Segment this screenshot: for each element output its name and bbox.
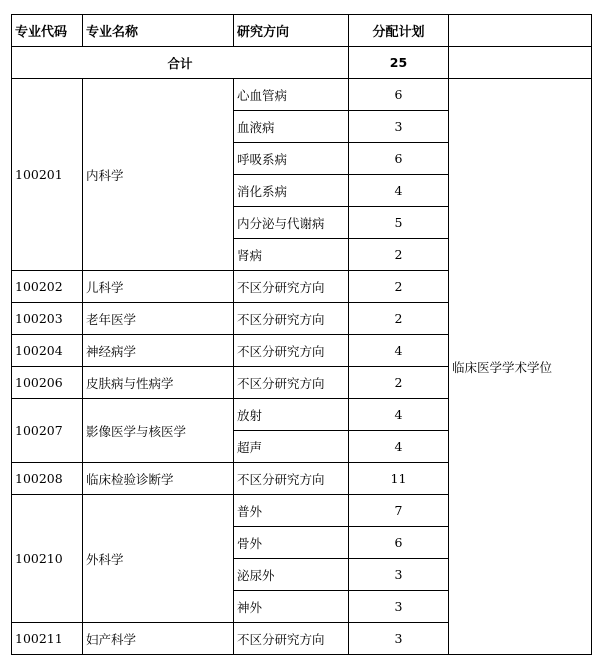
plan-count: 4 xyxy=(349,399,449,431)
plan-count: 7 xyxy=(349,495,449,527)
major-code: 100203 xyxy=(12,303,83,335)
total-row xyxy=(12,47,592,79)
major-code: 100207 xyxy=(12,399,83,463)
major-name: 外科学 xyxy=(83,495,234,623)
plan-count: 3 xyxy=(349,623,449,655)
major-name: 神经病学 xyxy=(83,335,234,367)
research-direction: 不区分研究方向 xyxy=(234,335,349,367)
major-name: 老年医学 xyxy=(83,303,234,335)
enrollment-plan-table xyxy=(11,14,592,655)
research-direction: 消化系病 xyxy=(234,175,349,207)
major-name: 妇产科学 xyxy=(83,623,234,655)
research-direction: 神外 xyxy=(234,591,349,623)
research-direction: 超声 xyxy=(234,431,349,463)
major-code: 100201 xyxy=(12,79,83,271)
research-direction: 普外 xyxy=(234,495,349,527)
research-direction: 肾病 xyxy=(234,239,349,271)
major-name: 内科学 xyxy=(83,79,234,271)
plan-count: 4 xyxy=(349,431,449,463)
header-plan: 分配计划 xyxy=(349,15,449,47)
research-direction: 血液病 xyxy=(234,111,349,143)
header-code: 专业代码 xyxy=(12,15,83,47)
research-direction: 放射 xyxy=(234,399,349,431)
total-blank xyxy=(449,47,592,79)
plan-count: 3 xyxy=(349,111,449,143)
research-direction: 心血管病 xyxy=(234,79,349,111)
major-code: 100202 xyxy=(12,271,83,303)
plan-count: 2 xyxy=(349,271,449,303)
plan-count: 2 xyxy=(349,303,449,335)
research-direction: 呼吸系病 xyxy=(234,143,349,175)
plan-count: 11 xyxy=(349,463,449,495)
header-direction: 研究方向 xyxy=(234,15,349,47)
major-name: 影像医学与核医学 xyxy=(83,399,234,463)
major-code: 100210 xyxy=(12,495,83,623)
research-direction: 骨外 xyxy=(234,527,349,559)
major-code: 100208 xyxy=(12,463,83,495)
major-code: 100206 xyxy=(12,367,83,399)
plan-count: 3 xyxy=(349,591,449,623)
plan-count: 4 xyxy=(349,175,449,207)
major-name: 儿科学 xyxy=(83,271,234,303)
plan-count: 6 xyxy=(349,527,449,559)
research-direction: 不区分研究方向 xyxy=(234,271,349,303)
research-direction: 不区分研究方向 xyxy=(234,303,349,335)
total-value: 25 xyxy=(349,47,449,79)
major-name: 临床检验诊断学 xyxy=(83,463,234,495)
plan-count: 6 xyxy=(349,143,449,175)
research-direction: 不区分研究方向 xyxy=(234,367,349,399)
major-name: 皮肤病与性病学 xyxy=(83,367,234,399)
degree-type: 临床医学学术学位 xyxy=(449,79,592,655)
plan-count: 6 xyxy=(349,79,449,111)
plan-count: 3 xyxy=(349,559,449,591)
plan-count: 5 xyxy=(349,207,449,239)
major-code: 100211 xyxy=(12,623,83,655)
header-blank xyxy=(449,15,592,47)
table-header-row xyxy=(12,15,592,47)
research-direction: 内分泌与代谢病 xyxy=(234,207,349,239)
plan-count: 4 xyxy=(349,335,449,367)
major-code: 100204 xyxy=(12,335,83,367)
plan-count: 2 xyxy=(349,367,449,399)
research-direction: 不区分研究方向 xyxy=(234,463,349,495)
research-direction: 泌尿外 xyxy=(234,559,349,591)
header-name: 专业名称 xyxy=(83,15,234,47)
research-direction: 不区分研究方向 xyxy=(234,623,349,655)
plan-count: 2 xyxy=(349,239,449,271)
total-label: 合计 xyxy=(12,47,349,79)
table-row xyxy=(12,79,592,111)
